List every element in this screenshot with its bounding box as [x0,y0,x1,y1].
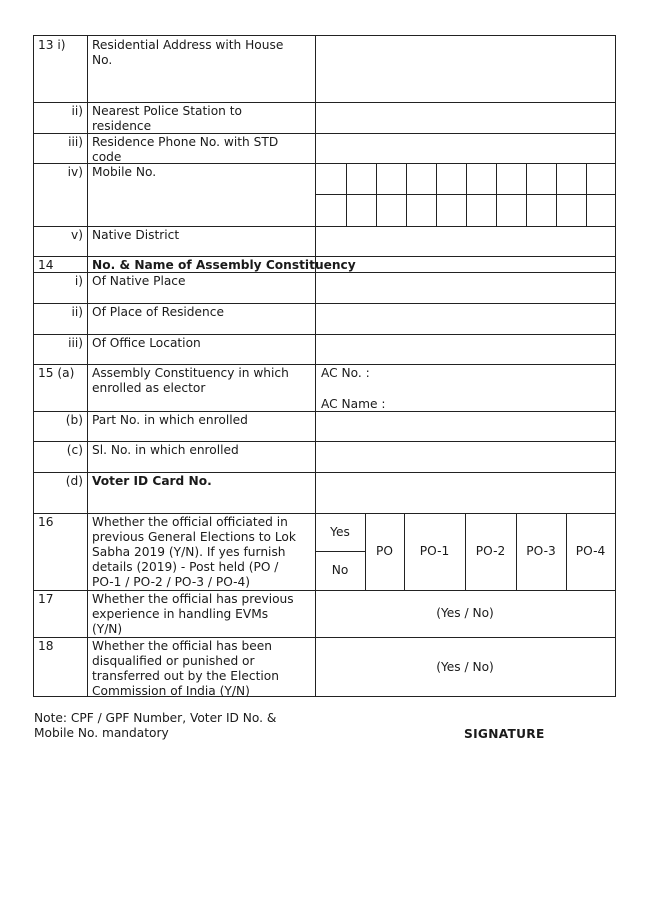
field-label: Residential Address with House No. [92,38,284,67]
row-number: 16 [38,515,54,529]
row-line [34,256,615,257]
field-label: Part No. in which enrolled [92,413,248,427]
field-label: Of Native Place [92,274,186,288]
field-label: Assembly Constituency in which enrolled as elector [92,366,289,395]
field-label: Native District [92,228,180,242]
post-po-1: PO-1 [419,544,450,558]
row-line [34,334,615,335]
section-heading: No. & Name of Assembly Constituency [92,258,356,272]
field-label: Nearest Police Station to residence [92,104,242,133]
no-option: No [331,563,349,577]
row-number: iii) [68,336,83,350]
post-po-4: PO-4 [575,544,606,558]
signature-label: SIGNATURE [464,727,545,741]
row-line [34,303,615,304]
post-po: PO [376,544,393,558]
row-number: (c) [66,443,83,457]
row-number: 13 i) [38,38,66,52]
ac-no-label: AC No. : [321,366,370,380]
ac-name-label: AC Name : [321,397,386,411]
note-text: Note: CPF / GPF Number, Voter ID No. & Mobile No. mandatory [34,711,277,740]
row-line [34,637,615,638]
field-label: Of Office Location [92,336,201,350]
row-number: ii) [71,305,83,319]
row-number: iii) [68,135,83,149]
yes-no-answer: (Yes / No) [436,606,494,620]
yes-no-answer: (Yes / No) [436,660,494,674]
row-number: 14 [38,258,54,272]
row-line [34,513,615,514]
row-number: (d) [65,474,83,488]
row-number: iv) [67,165,83,179]
form-table [33,35,616,697]
row-number: (b) [65,413,83,427]
field-label: Whether the official officiated in previous General Elections to Lok Sabha 2019 (Y/N). If yes furnish details (2019) - Post held (PO / PO-1 / PO-2 / PO-3 / PO-4) [92,515,296,589]
row-number: i) [74,274,83,288]
field-label: Of Place of Residence [92,305,224,319]
row-line [34,102,615,103]
col-divider-number [87,36,88,696]
row-line [34,441,615,442]
field-label: Sl. No. in which enrolled [92,443,239,457]
yes-option: Yes [330,525,350,539]
mobile-grid-mid [315,194,615,195]
field-label: Whether the official has been disqualified or punished or transferred out by the Election Commission of India (Y/N) [92,639,279,698]
row-number: 17 [38,592,54,606]
yes-no-divider [315,551,365,552]
row-line [34,590,615,591]
field-label: Voter ID Card No. [92,474,212,488]
post-po-3: PO-3 [526,544,556,558]
row-number: v) [71,228,83,242]
field-label: Mobile No. [92,165,157,179]
row-number: ii) [71,104,83,118]
field-label: Residence Phone No. with STD code [92,135,279,164]
row-number: 15 (a) [38,366,75,380]
post-po-2: PO-2 [475,544,506,558]
row-number: 18 [38,639,54,653]
row-line [34,472,615,473]
field-label: Whether the official has previous experience in handling EVMs (Y/N) [92,592,294,636]
row-line [34,226,615,227]
row-line [34,364,615,365]
col-divider-label [315,36,316,696]
